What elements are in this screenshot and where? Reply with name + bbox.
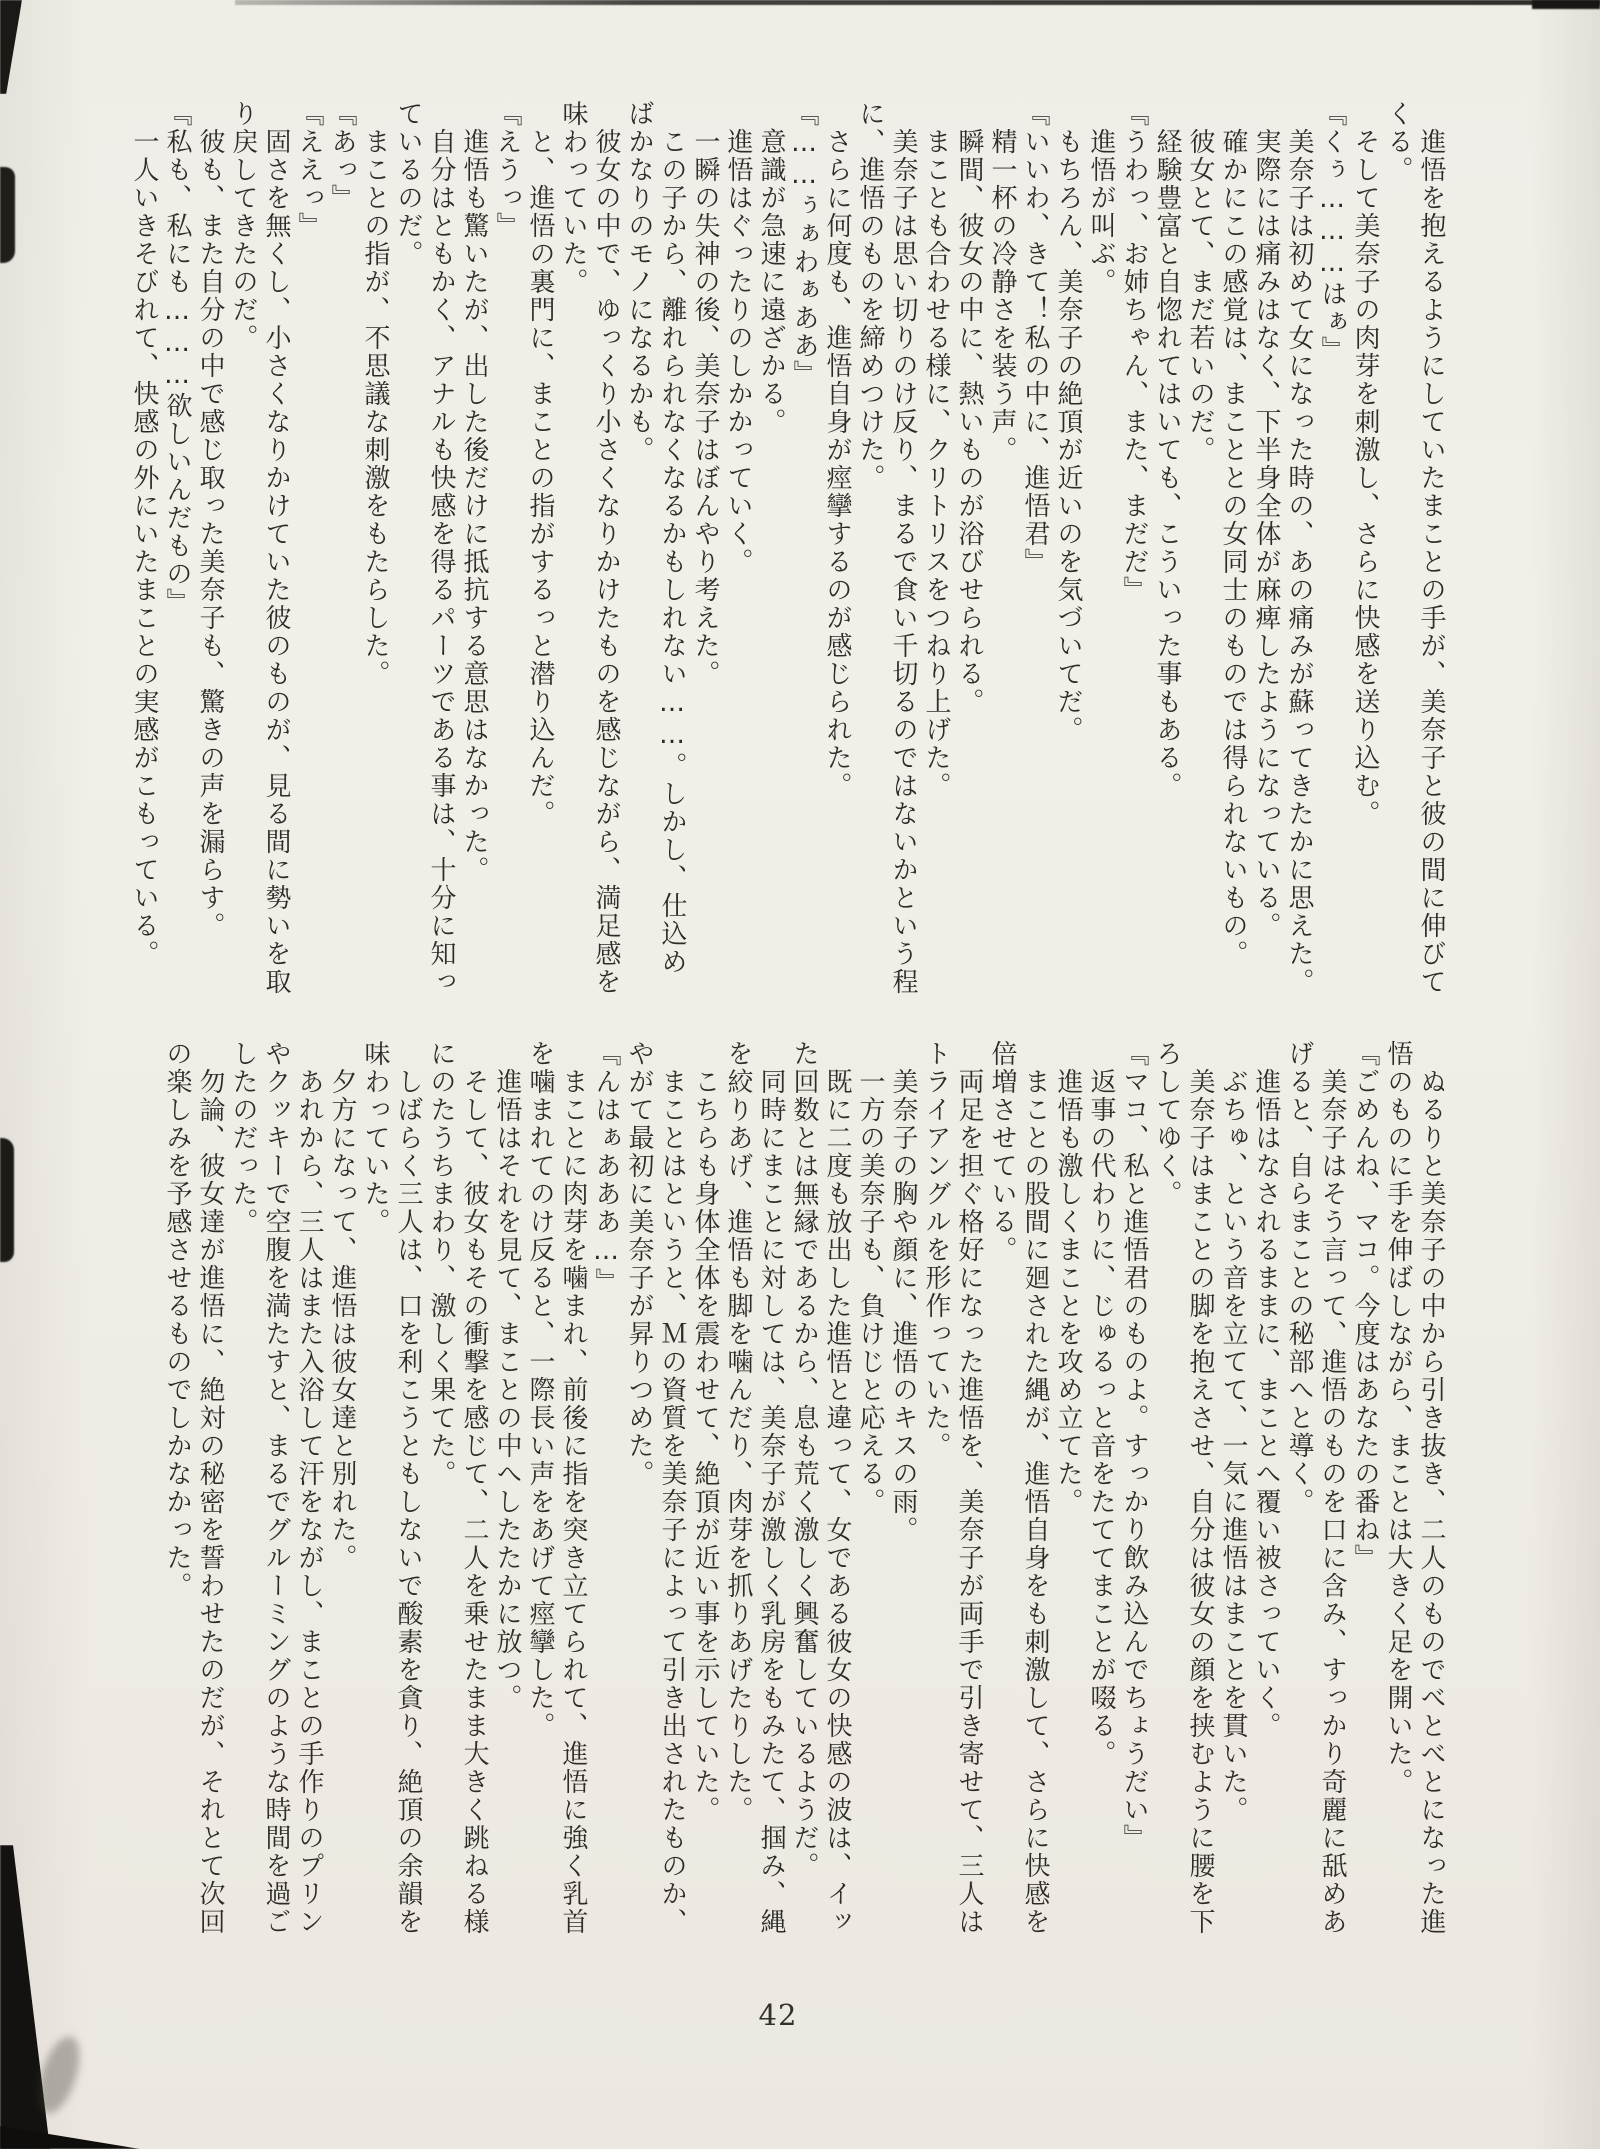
paragraph: 『いいわ、きて！私の中に、進悟君』 — [1020, 100, 1050, 576]
text-block-bottom — [115, 1040, 1447, 1940]
paragraph: 一瞬の失神の後、美奈子はぼんやり考えた。 — [690, 100, 720, 688]
paragraph: そして、彼女もその衝撃を感じて、二人を乗せたまま大きく跳ねる様にのたうちまわり、激しく果てた。 — [426, 1040, 489, 1936]
page-number: 42 — [758, 1998, 798, 2032]
paragraph: 両足を担ぐ格好になった進悟を、美奈子が両手で引き寄せて、三人はトライアングルを形作っていた。 — [921, 1040, 984, 1936]
scan-smudge-left-middle — [0, 1138, 14, 1262]
scan-smudge-top-right — [1532, 0, 1600, 9]
paragraph: ぬるりと美奈子の中から引き抜き、二人のものでべとべとになった進悟のものに手を伸ばしながら、まことは大きく足を開いた。 — [1383, 1040, 1446, 1936]
text-block-top — [115, 100, 1447, 1000]
scan-smudge-top-left — [0, 0, 22, 94]
paragraph: 『マコ、私と進悟君のものよ。すっかり飲み込んでちょうだい』 — [1119, 1040, 1149, 1852]
paragraph: 確かにこの感覚は、まこととの女同士のものでは得られないもの。 — [1218, 100, 1248, 968]
paragraph: 進悟はなされるままに、まことへ覆い被さっていく。 — [1251, 1040, 1281, 1740]
paragraph: 経験豊富と自惚れてはいても、こういった事もある。 — [1152, 100, 1182, 800]
scan-edge-top-line — [235, 0, 1600, 5]
paragraph: 『あっ』 — [327, 100, 357, 212]
paragraph: 瞬間、彼女の中に、熱いものが浴びせられる。 — [954, 100, 984, 716]
paragraph: 『んはぁあああ…』 — [591, 1040, 621, 1296]
paragraph: 夕方になって、進悟は彼女達と別れた。 — [327, 1040, 357, 1572]
paragraph: 『くぅ………はぁ』 — [1317, 100, 1347, 364]
scan-smudge-left-upper — [0, 167, 15, 263]
paragraph: ぶちゅ、という音を立てて、一気に進悟はまことを貫いた。 — [1218, 1040, 1248, 1824]
scan-edge-bottom-strip — [0, 2126, 140, 2149]
paragraph: 彼女とて、まだ若いのだ。 — [1185, 100, 1215, 464]
paragraph: 進悟が叫ぶ。 — [1086, 100, 1116, 296]
paragraph: こちらも身体全体を震わせて、絶頂が近い事を示していた。 — [690, 1040, 720, 1824]
paragraph: 美奈子はそう言って、進悟のものを口に含み、すっかり奇麗に舐めあげると、自らまことの秘部へと導く。 — [1284, 1040, 1347, 1936]
paragraph: 返事の代わりに、じゅるっと音をたててまことが啜る。 — [1086, 1040, 1116, 1768]
paragraph: 固さを無くし、小さくなりかけていた彼のものが、見る間に勢いを取り戻してきたのだ。 — [228, 100, 291, 996]
paragraph: 『……ぅぁわぁああ』 — [789, 100, 819, 388]
paragraph: 美奈子はまことの脚を抱えさせ、自分は彼女の顔を挟むように腰を下ろしてゆく。 — [1152, 1040, 1215, 1936]
paragraph: 彼女の中で、ゆっくり小さくなりかけたものを感じながら、満足感を味わっていた。 — [558, 100, 621, 996]
paragraph: 進悟を抱えるようにしていたまことの手が、美奈子と彼の間に伸びてくる。 — [1383, 100, 1446, 996]
paragraph: 勿論、彼女達が進悟に、絶対の秘密を誓わせたのだが、それとて次回の楽しみを予感させるものでしかなかった。 — [162, 1040, 225, 1936]
paragraph: 実際には痛みはなく、下半身全体が麻痺したようになっている。 — [1251, 100, 1281, 940]
paragraph: 進悟はそれを見て、まことの中へしたたかに放つ。 — [492, 1040, 522, 1712]
paragraph: さらに何度も、進悟自身が痙攣するのが感じられた。 — [822, 100, 852, 800]
paragraph: まことの指が、不思議な刺激をもたらした。 — [360, 100, 390, 688]
paragraph: 同時にまことに対しては、美奈子が激しく乳房をもみたて、掴み、縄を絞りあげ、進悟も脚を噛んだり、肉芽を抓りあげたりした。 — [723, 1040, 786, 1936]
paragraph: 『えうっ』 — [492, 100, 522, 240]
paragraph: 自分はともかく、アナルも快感を得るパーツである事は、十分に知っているのだ。 — [393, 100, 456, 996]
scan-shadow-bottom-left — [0, 1845, 50, 2149]
paragraph: あれから、三人はまた入浴して汗をながし、まことの手作りのプリンやクッキーで空腹を満たすと、まるでグルーミングのような時間を過ごしたのだった。 — [228, 1040, 324, 1936]
paragraph: 美奈子は思い切りのけ反り、まるで食い千切るのではないかという程に、進悟のものを締めつけた。 — [855, 100, 918, 996]
paragraph: 美奈子の胸や顔に、進悟のキスの雨。 — [888, 1040, 918, 1544]
paragraph: この子から、離れられなくなるかもしれない……。しかし、仕込めばかなりのモノになるかも。 — [624, 100, 687, 976]
paragraph: しばらく三人は、口を利こうともしないで酸素を貪り、絶頂の余韻を味わっていた。 — [360, 1040, 423, 1936]
paragraph: 進悟はぐったりのしかかっていく。 — [723, 100, 753, 576]
paragraph: 一人いきそびれて、快感の外にいたまことの実感がこもっている。 — [129, 100, 159, 968]
scan-smudge-bottom — [30, 2032, 87, 2119]
paragraph: 進悟も驚いたが、出した後だけに抵抗する意思はなかった。 — [459, 100, 489, 884]
paragraph: 既に二度も放出した進悟と違って、女である彼女の快感の波は、イッた回数とは無縁であるから、息も荒く激しく興奮しているようだ。 — [789, 1040, 852, 1936]
paragraph: まことも合わせる様に、クリトリスをつねり上げた。 — [921, 100, 951, 800]
paragraph: もちろん、美奈子の絶頂が近いのを気づいてだ。 — [1053, 100, 1083, 744]
paragraph: まことはというと、Ｍの資質を美奈子によって引き出されたものか、やがて最初に美奈子が昇りつめた。 — [624, 1040, 687, 1936]
paragraph: まことに肉芽を噛まれ、前後に指を突き立てられて、進悟に強く乳首を噛まれてのけ反ると、一際長い声をあげて痙攣した。 — [525, 1040, 588, 1936]
paragraph: 精一杯の冷静さを装う声。 — [987, 100, 1017, 464]
paragraph: そして美奈子の肉芽を刺激し、さらに快感を送り込む。 — [1350, 100, 1380, 828]
paragraph: まことの股間に廻された縄が、進悟自身をも刺激して、さらに快感を倍増させている。 — [987, 1040, 1050, 1936]
paragraph: 一方の美奈子も、負けじと応える。 — [855, 1040, 885, 1516]
paragraph: 進悟も激しくまことを攻め立てた。 — [1053, 1040, 1083, 1516]
paragraph: 『ごめんね、マコ。今度はあなたの番ね』 — [1350, 1040, 1380, 1572]
paragraph: 美奈子は初めて女になった時の、あの痛みが蘇ってきたかに思えた。 — [1284, 100, 1314, 996]
paragraph: と、進悟の裏門に、まことの指がするっと潜り込んだ。 — [525, 100, 555, 828]
paragraph: 『私も、私にも………欲しいんだもの』 — [162, 100, 192, 616]
paragraph: 『ええっ』 — [294, 100, 324, 240]
paragraph: 『うわっ、お姉ちゃん、また、まだだ』 — [1119, 100, 1149, 604]
paragraph: 彼も、また自分の中で感じ取った美奈子も、驚きの声を漏らす。 — [195, 100, 225, 940]
paragraph: 意識が急速に遠ざかる。 — [756, 100, 786, 436]
